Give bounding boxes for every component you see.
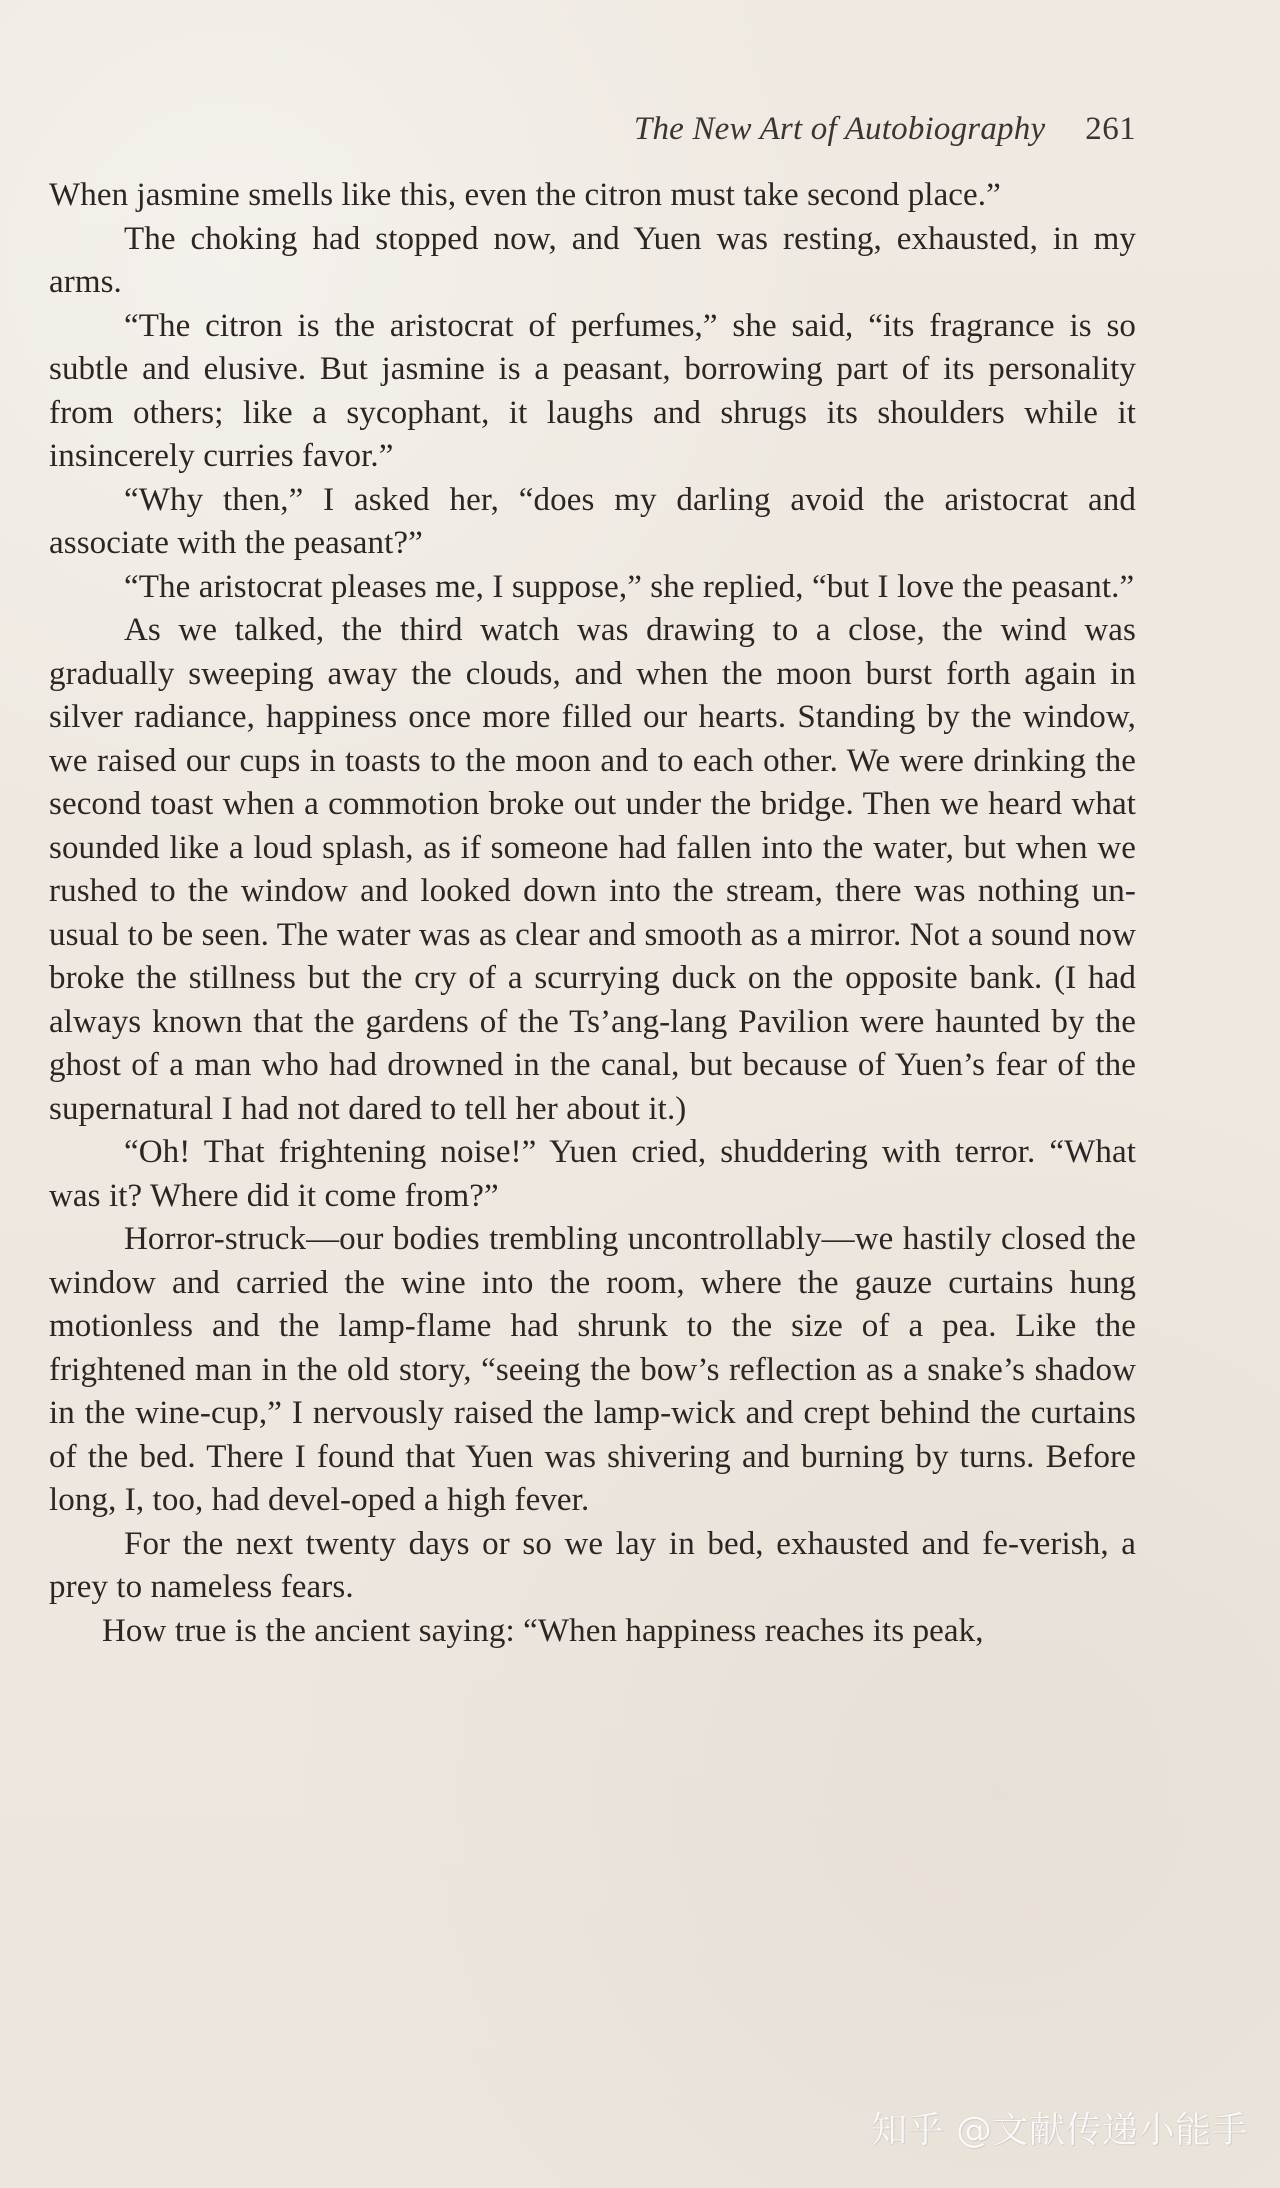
paragraph-4: “Why then,” I asked her, “does my darling avoid the aristocrat and associate with the peasant?” [49, 481, 1136, 561]
running-head [580, 111, 1136, 155]
paragraph-5: “The aristocrat pleases me, I suppose,” she replied, “but I love the peasant.” [124, 568, 1135, 605]
paragraph-8: Horror-struck—our bodies trembling uncontrollably—we hastily closed the window and carried the wine into the room, where the gauze curtains hung motionless and the lamp-flame had shrunk to the size of a pea. Like the frightened man in the old story, “seeing the bow’s reflection as a snake’s shadow in the wine-cup,” I nervously raised the lamp-wick and crept behind the curtains of the bed. There I found that Yuen was shivering and burning by turns. Before long, I, too, had devel-oped a high fever. [49, 1221, 1136, 1518]
paragraph-1: When jasmine smells like this, even the citron must take second place.” [49, 177, 1001, 213]
book-title: The New Art of Autobiography [633, 111, 1046, 147]
paragraph-10: How true is the ancient saying: “When happiness reaches its peak, [102, 1612, 984, 1649]
paragraph-6: As we talked, the third watch was drawing to a close, the wind was gradually sweeping away the clouds, and when the moon burst forth again in silver radiance, happiness once more filled our hearts. Standing by the window, we raised our cups in toasts to the moon and to each other. We were drinking the second toast when a commotion broke out under the bridge. Then we heard what sounded like a loud splash, as if someone had fallen into the water, but when we rushed to the window and looked down into the stream, there was nothing un-usual to be seen. The water was as clear and smooth as a mirror. Not a sound now broke the stillness but the cry of a scurrying duck on the opposite bank. (I had always known that the gardens of the Ts’ang-lang Pavilion were haunted by the ghost of a man who had drowned in the canal, but because of Yuen’s fear of the supernatural I had not dared to tell her about it.) [49, 612, 1136, 1127]
watermark: 知乎 @文献传递小能手 [871, 2110, 1248, 2151]
paragraph-3: “The citron is the aristocrat of perfumes,” she said, “its fragrance is so subtle and elusive. But jasmine is a peasant, borrowing part of its personality from others; like a sycophant, it laughs and shrugs its shoulders while it insincerely curries favor.” [49, 307, 1136, 474]
paragraph-2: The choking had stopped now, and Yuen was resting, exhausted, in my arms. [49, 220, 1136, 300]
paragraph-7: “Oh! That frightening noise!” Yuen cried, shuddering with terror. “What was it? Where did it come from?” [49, 1134, 1136, 1214]
page-text [49, 174, 1136, 1653]
paragraph-9: For the next twenty days or so we lay in bed, exhausted and fe-verish, a prey to nameless fears. [49, 1525, 1136, 1605]
page-number: 261 [1085, 111, 1136, 147]
